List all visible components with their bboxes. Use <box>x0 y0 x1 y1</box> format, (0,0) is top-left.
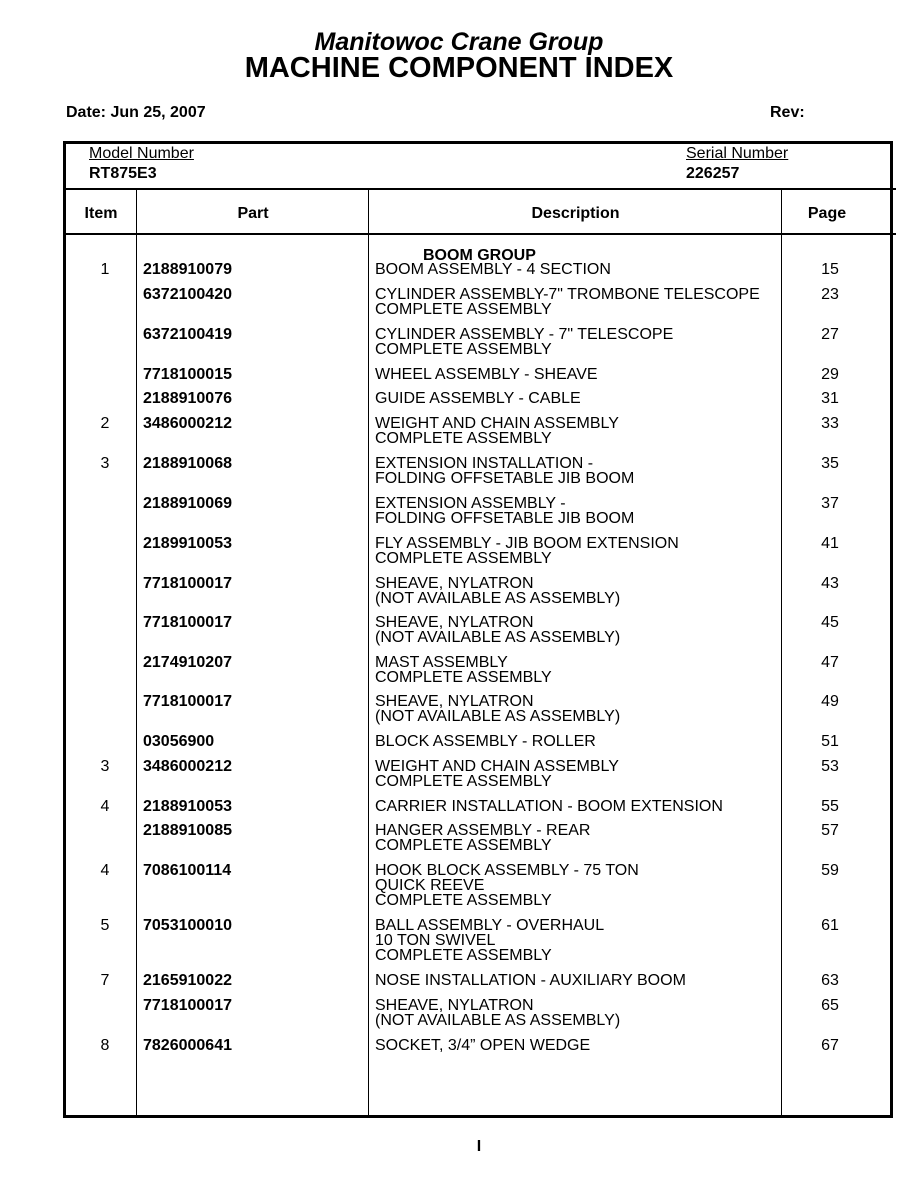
item-number: 5 <box>100 917 110 934</box>
description-line: COMPLETE ASSEMBLY <box>375 341 552 358</box>
description-line: SHEAVE, NYLATRON <box>375 693 534 710</box>
page-reference: 35 <box>821 455 839 472</box>
description-line: EXTENSION INSTALLATION - <box>375 455 594 472</box>
description-line: HANGER ASSEMBLY - REAR <box>375 822 591 839</box>
description-line: (NOT AVAILABLE AS ASSEMBLY) <box>375 629 621 646</box>
part-number: 2188910085 <box>143 822 232 839</box>
model-number-value: RT875E3 <box>89 165 157 182</box>
page-reference: 49 <box>821 693 839 710</box>
header-divider <box>63 188 896 190</box>
description-line: (NOT AVAILABLE AS ASSEMBLY) <box>375 708 621 725</box>
part-number: 7826000641 <box>143 1037 232 1054</box>
item-number: 2 <box>100 415 110 432</box>
serial-number-label: Serial Number <box>686 145 789 162</box>
description-line: COMPLETE ASSEMBLY <box>375 892 552 909</box>
item-number: 7 <box>100 972 110 989</box>
description-line: SHEAVE, NYLATRON <box>375 614 534 631</box>
description-line: SHEAVE, NYLATRON <box>375 575 534 592</box>
part-number: 7718100017 <box>143 575 232 592</box>
description-line: BALL ASSEMBLY - OVERHAUL <box>375 917 605 934</box>
description-line: COMPLETE ASSEMBLY <box>375 430 552 447</box>
description-line: CYLINDER ASSEMBLY-7" TROMBONE TELESCOPE <box>375 286 760 303</box>
description <box>375 536 795 566</box>
part-number: 2174910207 <box>143 654 232 671</box>
description <box>375 615 795 645</box>
column-header-description: Description <box>531 205 620 222</box>
description-line: SHEAVE, NYLATRON <box>375 997 534 1014</box>
description <box>375 496 795 526</box>
description <box>375 367 795 382</box>
description <box>375 973 795 988</box>
description-line: COMPLETE ASSEMBLY <box>375 947 552 964</box>
item-number: 8 <box>100 1037 110 1054</box>
item-number: 3 <box>100 758 110 775</box>
page-reference: 33 <box>821 415 839 432</box>
description <box>375 1038 795 1053</box>
page-reference: 23 <box>821 286 839 303</box>
page-reference: 67 <box>821 1037 839 1054</box>
page-number: I <box>476 1138 482 1155</box>
page-reference: 61 <box>821 917 839 934</box>
part-number: 3486000212 <box>143 415 232 432</box>
description-line: WEIGHT AND CHAIN ASSEMBLY <box>375 758 619 775</box>
description-line: GUIDE ASSEMBLY - CABLE <box>375 390 581 407</box>
part-number: 3486000212 <box>143 758 232 775</box>
column-header-page: Page <box>807 205 847 222</box>
description-line: BOOM ASSEMBLY - 4 SECTION <box>375 261 611 278</box>
part-number: 6372100419 <box>143 326 232 343</box>
part-number: 2188910076 <box>143 390 232 407</box>
page-reference: 43 <box>821 575 839 592</box>
description-line: COMPLETE ASSEMBLY <box>375 773 552 790</box>
description <box>375 655 795 685</box>
page-reference: 41 <box>821 535 839 552</box>
description-line: COMPLETE ASSEMBLY <box>375 550 552 567</box>
column-header-divider <box>63 233 896 235</box>
part-number: 7718100017 <box>143 614 232 631</box>
description <box>375 998 795 1028</box>
description-line: WEIGHT AND CHAIN ASSEMBLY <box>375 415 619 432</box>
description <box>375 327 795 357</box>
description <box>375 734 795 749</box>
group-heading: BOOM GROUP <box>423 247 536 264</box>
page-reference: 57 <box>821 822 839 839</box>
part-number: 2188910068 <box>143 455 232 472</box>
description <box>375 918 795 963</box>
column-header-part: Part <box>237 205 269 222</box>
part-number: 2188910079 <box>143 261 232 278</box>
description-line: NOSE INSTALLATION - AUXILIARY BOOM <box>375 972 686 989</box>
part-number: 2189910053 <box>143 535 232 552</box>
description <box>375 262 795 277</box>
date: Date: Jun 25, 2007 <box>66 104 206 121</box>
description-line: (NOT AVAILABLE AS ASSEMBLY) <box>375 590 621 607</box>
item-number: 4 <box>100 798 110 815</box>
description-line: FOLDING OFFSETABLE JIB BOOM <box>375 510 635 527</box>
column-divider-part <box>368 190 369 1118</box>
description-line: BLOCK ASSEMBLY - ROLLER <box>375 733 596 750</box>
page-reference: 65 <box>821 997 839 1014</box>
description-line: CYLINDER ASSEMBLY - 7" TELESCOPE <box>375 326 674 343</box>
serial-number-value: 226257 <box>686 165 740 182</box>
description-line: EXTENSION ASSEMBLY - <box>375 495 566 512</box>
part-number: 7053100010 <box>143 917 232 934</box>
page-reference: 27 <box>821 326 839 343</box>
part-number: 03056900 <box>143 733 215 750</box>
page-reference: 55 <box>821 798 839 815</box>
description-line: CARRIER INSTALLATION - BOOM EXTENSION <box>375 798 723 815</box>
page-reference: 47 <box>821 654 839 671</box>
description <box>375 823 795 853</box>
company-name: Manitowoc Crane Group <box>314 28 604 56</box>
description-line: HOOK BLOCK ASSEMBLY - 75 TON <box>375 862 639 879</box>
part-number: 7086100114 <box>143 862 232 879</box>
part-number: 6372100420 <box>143 286 232 303</box>
description-line: 10 TON SWIVEL <box>375 932 496 949</box>
description <box>375 759 795 789</box>
column-header-item: Item <box>84 205 118 222</box>
description <box>375 694 795 724</box>
description-line: WHEEL ASSEMBLY - SHEAVE <box>375 366 598 383</box>
page-reference: 37 <box>821 495 839 512</box>
page-reference: 29 <box>821 366 839 383</box>
description <box>375 576 795 606</box>
description-line: (NOT AVAILABLE AS ASSEMBLY) <box>375 1012 621 1029</box>
page-reference: 59 <box>821 862 839 879</box>
description <box>375 863 795 908</box>
description-line: COMPLETE ASSEMBLY <box>375 669 552 686</box>
column-divider-item <box>136 190 137 1118</box>
page-reference: 15 <box>821 261 839 278</box>
model-number-label: Model Number <box>89 145 194 162</box>
page-reference: 51 <box>821 733 839 750</box>
item-number: 3 <box>100 455 110 472</box>
description <box>375 391 795 406</box>
page-reference: 53 <box>821 758 839 775</box>
description-line: FLY ASSEMBLY - JIB BOOM EXTENSION <box>375 535 679 552</box>
part-number: 7718100017 <box>143 693 232 710</box>
description-line: QUICK REEVE <box>375 877 485 894</box>
description <box>375 456 795 486</box>
page-reference: 63 <box>821 972 839 989</box>
revision: Rev: <box>770 104 805 121</box>
description-line: COMPLETE ASSEMBLY <box>375 301 552 318</box>
description <box>375 287 795 317</box>
page-reference: 45 <box>821 614 839 631</box>
description-line: FOLDING OFFSETABLE JIB BOOM <box>375 470 635 487</box>
page-title: MACHINE COMPONENT INDEX <box>244 52 674 84</box>
description-line: SOCKET, 3/4” OPEN WEDGE <box>375 1037 591 1054</box>
item-number: 4 <box>100 862 110 879</box>
description-line: COMPLETE ASSEMBLY <box>375 837 552 854</box>
part-number: 7718100015 <box>143 366 232 383</box>
item-number: 1 <box>100 261 110 278</box>
page-reference: 31 <box>821 390 839 407</box>
part-number: 2188910053 <box>143 798 232 815</box>
description-line: MAST ASSEMBLY <box>375 654 508 671</box>
part-number: 2188910069 <box>143 495 232 512</box>
part-number: 2165910022 <box>143 972 232 989</box>
description <box>375 799 795 814</box>
part-number: 7718100017 <box>143 997 232 1014</box>
description <box>375 416 795 446</box>
